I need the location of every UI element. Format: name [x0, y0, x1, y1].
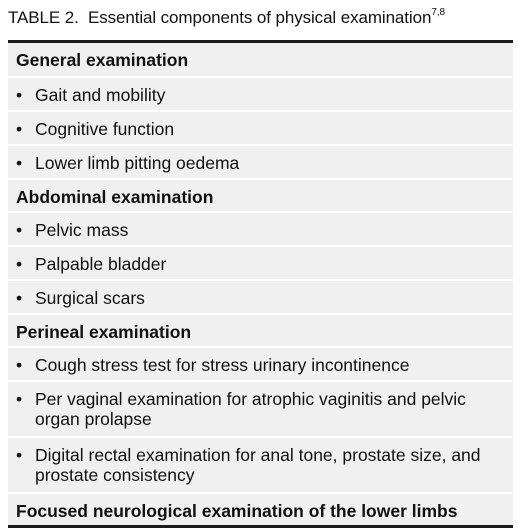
- list-item: [8, 110, 513, 144]
- list-item: [8, 436, 513, 492]
- examination-table: [8, 40, 513, 528]
- bullet-icon: •: [16, 85, 23, 105]
- bullet-icon: •: [16, 254, 23, 274]
- section-heading-text: Abdominal examination: [16, 187, 214, 207]
- table-refs: 7,8: [431, 7, 445, 19]
- bullet-icon: •: [16, 445, 23, 465]
- bullet-icon: •: [16, 220, 23, 240]
- bullet-icon: •: [16, 389, 23, 409]
- bullet-icon: •: [16, 153, 23, 173]
- list-item-text: Pelvic mass: [35, 220, 129, 240]
- list-item: [8, 380, 513, 436]
- list-item-text: Palpable bladder: [35, 254, 167, 274]
- list-item-text: Surgical scars: [35, 288, 145, 308]
- table-title: Essential components of physical examination: [87, 8, 432, 27]
- list-item: [8, 279, 513, 313]
- list-item: [8, 211, 513, 245]
- list-item-text: Gait and mobility: [35, 85, 166, 105]
- section-heading: [8, 43, 513, 76]
- table-label: TABLE 2.: [8, 8, 79, 27]
- list-item-text: Cough stress test for stress urinary incontinence: [35, 355, 410, 375]
- list-item: [8, 144, 513, 178]
- table-caption: [8, 6, 521, 36]
- list-item-text: Lower limb pitting oedema: [35, 153, 240, 173]
- section-heading: [8, 492, 513, 525]
- list-item-text: Per vaginal examination for atrophic vaginitis and pelvic organ prolapse: [35, 389, 466, 429]
- list-item-text: Digital rectal examination for anal tone, prostate size, and prostate consistency: [35, 445, 481, 485]
- section-heading-text: Perineal examination: [16, 322, 192, 342]
- section-heading-text: Focused neurological examination of the lower limbs: [16, 501, 458, 521]
- section-heading: [8, 313, 513, 346]
- section-heading-text: General examination: [16, 50, 189, 70]
- list-item: [8, 76, 513, 110]
- bullet-icon: •: [16, 355, 23, 375]
- section-heading: [8, 178, 513, 211]
- bullet-icon: •: [16, 288, 23, 308]
- list-item: [8, 346, 513, 380]
- bullet-icon: •: [16, 119, 23, 139]
- list-item: [8, 245, 513, 279]
- list-item-text: Cognitive function: [35, 119, 175, 139]
